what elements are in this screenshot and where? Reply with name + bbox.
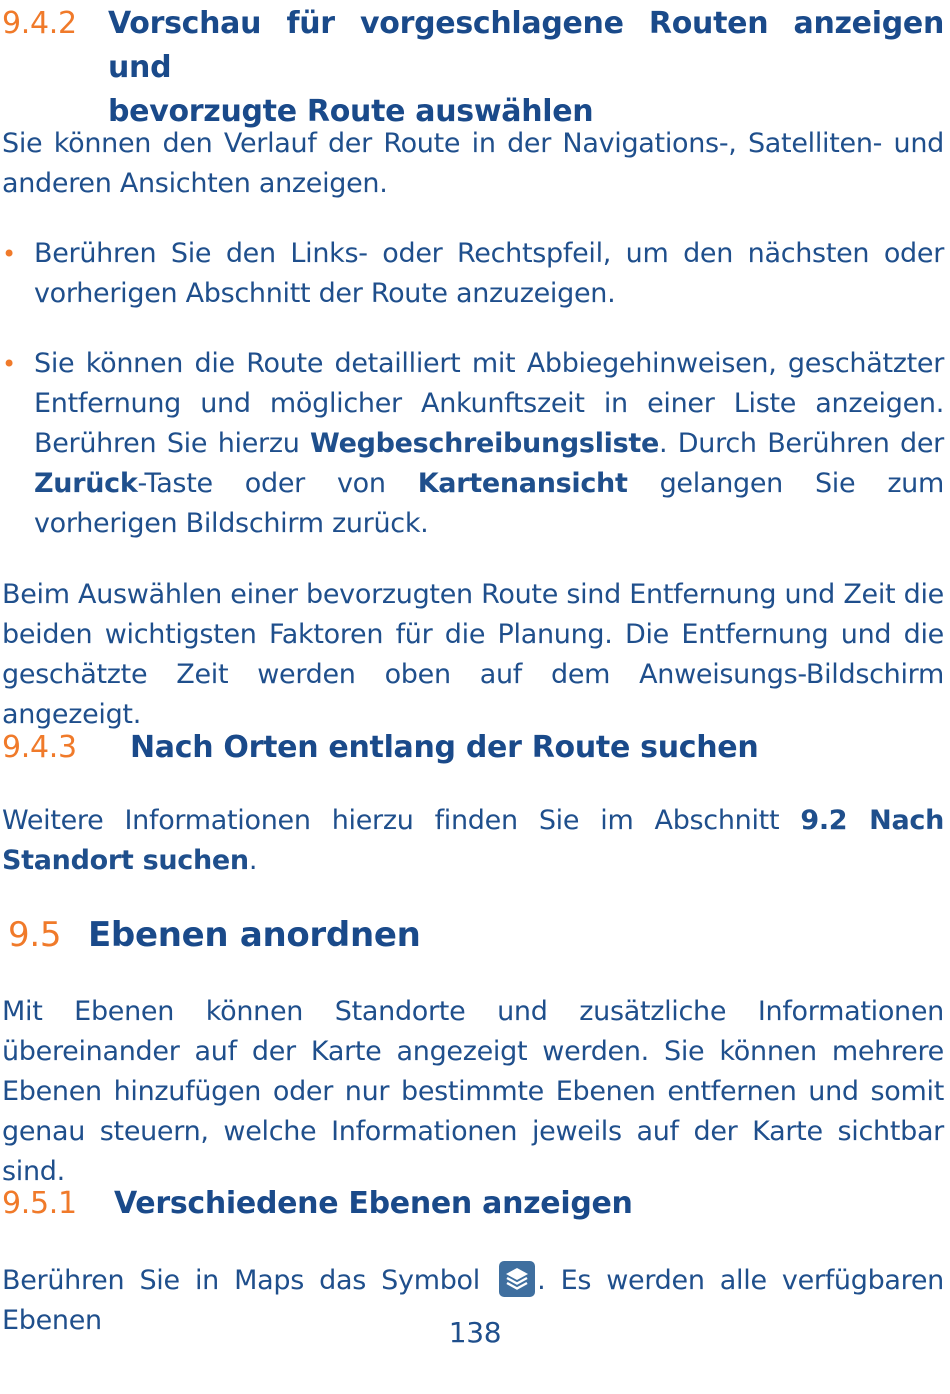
layers-icon [499, 1261, 535, 1297]
bullet-dot: • [2, 240, 16, 268]
text-run: . Durch Berühren der [659, 428, 944, 459]
bullet-text: Berühren Sie den Links- oder Rechtspfeil, um den nächsten oder vorherigen Abschnitt der Route anzuzeigen. [34, 238, 944, 309]
section-title [108, 2, 944, 134]
heading-9-5 [8, 913, 944, 957]
section-number: 9.4.3 [2, 730, 77, 765]
text-run: Weitere Informationen hierzu finden Sie im Abschnitt [2, 805, 801, 836]
title-line-2: bevorzugte Route auswählen [108, 94, 594, 129]
heading-9-5-1 [2, 1182, 944, 1226]
heading-9-4-3 [2, 726, 944, 770]
text-run: -Taste oder von [137, 468, 418, 499]
bold-term-wegbeschreibungsliste: Wegbeschreibungsliste [310, 428, 659, 459]
bullet-item-2 [2, 344, 944, 544]
section-number: 9.5 [8, 915, 62, 955]
title-line-1: Vorschau für vorgeschlagene Routen anzeigen und [108, 6, 944, 85]
page-number: 138 [448, 1316, 502, 1349]
bullet-item-1 [2, 234, 944, 314]
text-run: . Es werden alle verfügbaren Ebenen [2, 1265, 944, 1336]
section-title: Ebenen anordnen [88, 915, 421, 955]
bold-reference: 9.2 Nach Standort suchen [2, 805, 944, 876]
section-number: 9.4.2 [2, 6, 77, 41]
layers-paragraph: Mit Ebenen können Standorte und zusätzliche Informationen übereinander auf der Karte angezeigt werden. Sie können mehrere Ebenen hinzufügen oder nur bestimmte Ebenen entfernen und somit genau steuern, welche Informationen jeweils auf der Karte sichtbar sind. [2, 996, 944, 1187]
closing-paragraph: Beim Auswählen einer bevorzugten Route sind Entfernung und Zeit die beiden wichtigsten Faktoren für die Planung. Die Entfernung und die geschätzte Zeit werden oben auf dem Anweisungs-Bildschirm angezeigt. [2, 579, 944, 730]
heading-9-4-2 [2, 2, 944, 134]
section-title: Nach Orten entlang der Route suchen [130, 730, 759, 765]
text-run: Sie können die Route detailliert mit Abbiegehinweisen, geschätzter Entfernung und möglicher Ankunftszeit in einer Liste anzeigen. Berühren Sie hierzu [34, 348, 944, 459]
text-run: . [248, 845, 258, 876]
bold-term-kartenansicht: Kartenansicht [417, 468, 628, 499]
section-title: Verschiedene Ebenen anzeigen [114, 1186, 633, 1221]
bullet-dot: • [2, 350, 16, 378]
text-run: gelangen Sie zum vorherigen Bildschirm zurück. [34, 468, 944, 539]
bold-term-zurueck: Zurück [34, 468, 138, 499]
intro-paragraph: Sie können den Verlauf der Route in der Navigations-, Satelliten- und anderen Ansichten anzeigen. [2, 128, 944, 199]
reference-paragraph [2, 801, 944, 881]
section-number: 9.5.1 [2, 1186, 77, 1221]
text-run: Berühren Sie in Maps das Symbol [2, 1265, 496, 1296]
bullet-text [34, 344, 944, 544]
